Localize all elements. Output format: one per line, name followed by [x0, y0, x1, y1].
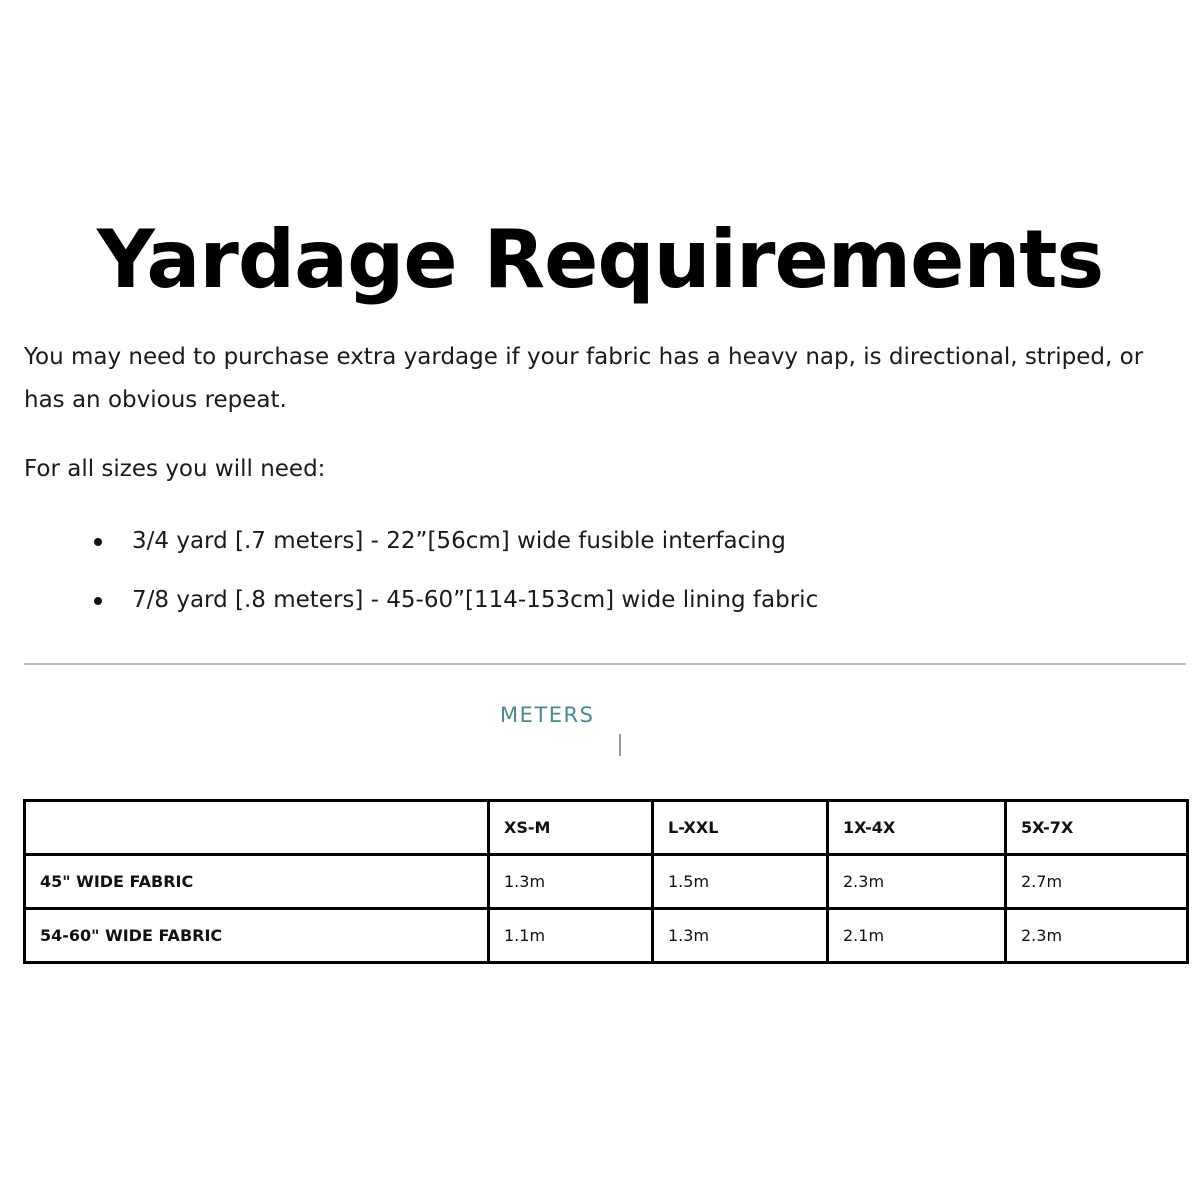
table-cell: 1.3m: [489, 855, 653, 909]
table-cell: 2.1m: [828, 909, 1006, 963]
table-cell: 2.7m: [1006, 855, 1188, 909]
requirements-list: [90, 520, 818, 638]
table-header-row: [25, 801, 1188, 855]
divider: [24, 663, 1186, 665]
column-header: [25, 801, 489, 855]
table-row: [25, 909, 1188, 963]
lead-paragraph: For all sizes you will need:: [24, 456, 326, 482]
column-header: 1X-4X: [828, 801, 1006, 855]
list-item-text: 3/4 yard [.7 meters] - 22”[56cm] wide fusible interfacing: [132, 528, 786, 554]
table-row: [25, 855, 1188, 909]
page-title: Yardage Requirements: [96, 213, 1104, 306]
table-cell: 1.3m: [653, 909, 828, 963]
bullet-icon: [94, 597, 102, 605]
table-cell: 2.3m: [828, 855, 1006, 909]
tab-meters[interactable]: METERS: [500, 703, 595, 727]
column-header: 5X-7X: [1006, 801, 1188, 855]
table-cell: 1.5m: [653, 855, 828, 909]
row-label: 45" WIDE FABRIC: [25, 855, 489, 909]
column-header: XS-M: [489, 801, 653, 855]
column-header: L-XXL: [653, 801, 828, 855]
tab-separator: [619, 734, 621, 756]
yardage-table: [23, 799, 1189, 964]
list-item: [90, 520, 818, 563]
list-item: [90, 579, 818, 622]
table-cell: 2.3m: [1006, 909, 1188, 963]
intro-paragraph: You may need to purchase extra yardage if your fabric has a heavy nap, is directional, striped, or has an obvious repeat.: [24, 344, 1144, 413]
list-item-text: 7/8 yard [.8 meters] - 45-60”[114-153cm] wide lining fabric: [132, 587, 819, 613]
table-cell: 1.1m: [489, 909, 653, 963]
row-label: 54-60" WIDE FABRIC: [25, 909, 489, 963]
bullet-icon: [94, 538, 102, 546]
